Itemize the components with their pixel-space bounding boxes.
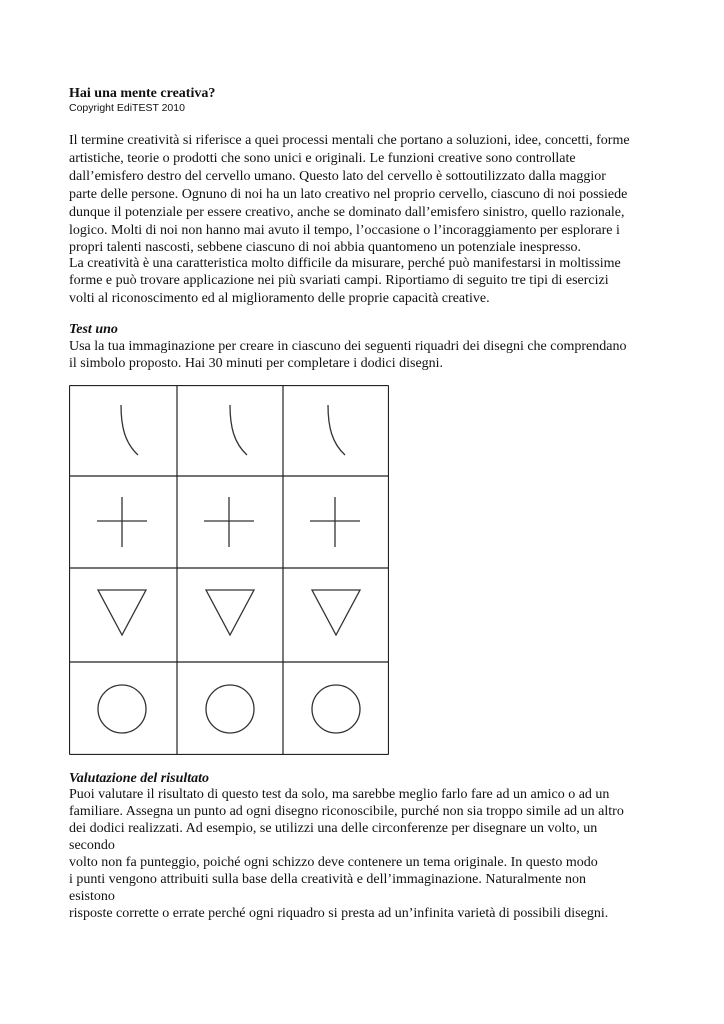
- intro-line: dunque il potenziale per essere creativo, anche se dominato dall’emisfero sinistro, quello razionale,: [69, 205, 625, 220]
- intro-line: propri talenti nascosti, sebbene ciascuno di noi abbia quantomeno un potenziale inespresso.: [69, 240, 582, 255]
- copyright-notice: Copyright EdiTEST 2010: [69, 102, 185, 114]
- plus-cross-icon: [204, 497, 254, 547]
- evaluation-line: i punti vengono attribuiti sulla base della creatività e dell’immaginazione. Naturalmente non: [69, 872, 587, 887]
- circle-icon: [98, 685, 146, 733]
- curve-stroke-icon: [121, 405, 138, 455]
- curve-stroke-icon: [230, 405, 247, 455]
- intro-line: artistiche, teorie o prodotti che sono unici e originali. Le funzioni creative sono controllate: [69, 151, 576, 166]
- test-instruction-line: il simbolo proposto. Hai 30 minuti per completare i dodici disegni.: [69, 356, 444, 371]
- circle-icon: [206, 685, 254, 733]
- plus-cross-icon: [310, 497, 360, 547]
- document-title: Hai una mente creativa?: [69, 86, 216, 101]
- curve-stroke-icon: [328, 405, 345, 455]
- circle-icon: [312, 685, 360, 733]
- inverted-triangle-icon: [312, 590, 360, 635]
- evaluation-heading: Valutazione del risultato: [69, 771, 210, 786]
- intro-line: forme e può trovare applicazione nei più svariati campi. Riportiamo di seguito tre tipi di esercizi: [69, 273, 609, 288]
- evaluation-line: secondo: [69, 838, 115, 853]
- evaluation-line: risposte corrette o errate perché ogni riquadro si presta ad un’infinita varietà di possibili disegni.: [69, 906, 609, 921]
- intro-line: parte delle persone. Ognuno di noi ha un lato creativo nel proprio cervello, ciascuno di noi possiede: [69, 187, 628, 202]
- intro-line: dall’emisfero destro del cervello umano. Questo lato del cervello è sottoutilizzato dalla maggior: [69, 169, 606, 184]
- intro-line: Il termine creatività si riferisce a quei processi mentali che portano a soluzioni, idee, concetti, forme: [69, 133, 630, 148]
- intro-line: logico. Molti di noi non hanno mai avuto il tempo, l’occasione o l’incoraggiamento per esplorare i: [69, 223, 620, 238]
- test-heading: Test uno: [69, 322, 118, 337]
- evaluation-line: Puoi valutare il risultato di questo test da solo, ma sarebbe meglio farlo fare ad un amico o ad un: [69, 787, 610, 802]
- evaluation-line: dei dodici realizzati. Ad esempio, se utilizzi una delle circonferenze per disegnare un volto, un: [69, 821, 598, 836]
- intro-line: La creatività è una caratteristica molto difficile da misurare, perché può manifestarsi in moltissime: [69, 256, 621, 271]
- intro-line: volti al riconoscimento ed al miglioramento delle proprie capacità creative.: [69, 291, 490, 306]
- evaluation-line: esistono: [69, 889, 115, 904]
- test-instruction-line: Usa la tua immaginazione per creare in ciascuno dei seguenti riquadri dei disegni che comprendano: [69, 339, 627, 354]
- inverted-triangle-icon: [206, 590, 254, 635]
- plus-cross-icon: [97, 497, 147, 547]
- inverted-triangle-icon: [98, 590, 146, 635]
- drawing-grid: [69, 385, 389, 755]
- evaluation-line: volto non fa punteggio, poiché ogni schizzo deve contenere un tema originale. In questo modo: [69, 855, 598, 870]
- evaluation-line: familiare. Assegna un punto ad ogni disegno riconoscibile, purché non sia troppo simile ad un altro: [69, 804, 624, 819]
